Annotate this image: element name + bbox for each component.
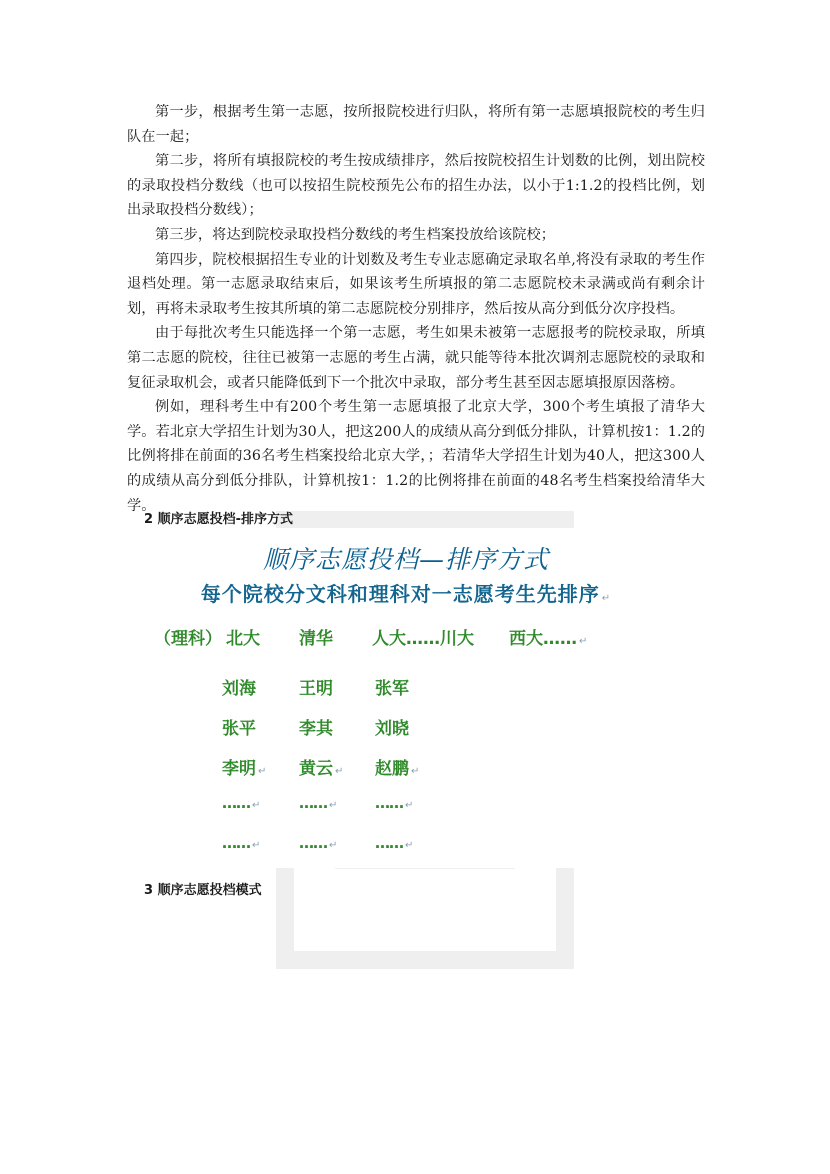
return-mark-icon: ↵ bbox=[405, 840, 413, 851]
university-southwest bbox=[509, 624, 587, 649]
list-item: 李其 bbox=[299, 719, 333, 739]
list-item: …… ↵ bbox=[299, 834, 337, 852]
list-item: 张军 bbox=[375, 679, 409, 699]
column-renmin bbox=[375, 674, 455, 874]
return-mark-icon: ↵ bbox=[329, 800, 337, 811]
return-mark-icon: ↵ bbox=[252, 840, 260, 851]
column-peking bbox=[222, 674, 302, 874]
university-peking: 北大 bbox=[226, 629, 260, 649]
list-item: …… ↵ bbox=[222, 834, 260, 852]
figure-subtitle-text: 每个院校分文科和理科对一志愿考生先排序 bbox=[200, 582, 600, 606]
list-item: 李明 ↵ bbox=[222, 759, 267, 779]
paragraph-step3: 第三步，将达到院校录取投档分数线的考生档案投放给该院校； bbox=[155, 226, 556, 243]
list-item: 刘海 bbox=[222, 679, 256, 699]
list-item: 张平 bbox=[222, 719, 256, 739]
return-mark-icon: ↵ bbox=[405, 800, 413, 811]
return-mark-icon: ↵ bbox=[601, 593, 612, 604]
sorting-figure bbox=[146, 528, 666, 868]
university-renmin-sichuan: 人大……川大 bbox=[372, 629, 474, 649]
paragraph-step1: 第一步，根据考生第一志愿，按所报院校进行归队，将所有第一志愿填报院校的考生归队在一起； bbox=[127, 104, 705, 145]
paragraph-step2: 第二步，将所有填报院校的考生按成绩排序，然后按院校招生计划数的比例，划出院校的录取投档分数线（也可以按招生院校预先公布的招生办法，以小于1:1.2的投档比例，划出录取投档分数线）； bbox=[127, 153, 705, 219]
list-item: …… ↵ bbox=[222, 794, 260, 812]
paragraph-explanation: 由于每批次考生只能选择一个第一志愿，考生如果未被第一志愿报考的院校录取，所填第二志愿的院校，往往已被第一志愿的考生占满，就只能等待本批次调剂志愿院校的录取和复征录取机会，或者只能降低到下一个批次中录取，部分考生甚至因志愿填报原因落榜。 bbox=[127, 325, 705, 391]
list-item: 王明 bbox=[299, 679, 333, 699]
return-mark-icon: ↵ bbox=[258, 766, 267, 777]
university-tsinghua: 清华 bbox=[299, 629, 333, 649]
return-mark-icon: ↵ bbox=[411, 766, 420, 777]
body-text bbox=[127, 100, 705, 518]
list-item: …… ↵ bbox=[299, 794, 337, 812]
list-item: …… ↵ bbox=[375, 834, 413, 852]
return-mark-icon: ↵ bbox=[329, 840, 337, 851]
list-item: 刘晓 bbox=[375, 719, 409, 739]
list-item: 黄云 ↵ bbox=[299, 759, 344, 779]
return-mark-icon: ↵ bbox=[335, 766, 344, 777]
section-heading-3: 3 顺序志愿投档模式 bbox=[144, 883, 262, 898]
paragraph-step4: 第四步，院校根据招生专业的计划数及考生专业志愿确定录取名单,将没有录取的考生作退档处理。第一志愿录取结束后，如果该考生所填报的第二志愿院校未录满或尚有剩余计划，再将未录取考生按其所填的第二志愿院校分别排序，然后按从高分到低分次序投档。 bbox=[127, 251, 705, 317]
list-item: …… ↵ bbox=[375, 794, 413, 812]
return-mark-icon: ↵ bbox=[252, 800, 260, 811]
column-tsinghua bbox=[299, 674, 379, 874]
figure-subtitle bbox=[146, 578, 666, 607]
return-mark-icon: ↵ bbox=[579, 636, 588, 647]
list-item: 赵鹏 ↵ bbox=[375, 759, 420, 779]
university-southwest-text: 西大…… bbox=[509, 629, 577, 649]
category-label: （理科） bbox=[154, 629, 222, 649]
section-heading-2: 2 顺序志愿投档-排序方式 bbox=[144, 512, 293, 527]
paragraph-example: 例如，理科考生中有200个考生第一志愿填报了北京大学，300个考生填报了清华大学。若北京大学招生计划为30人，把这200人的成绩从高分到低分排队，计算机按1：1.2的比例将排在前面的36名考生档案投给北京大学，；若清华大学招生计划为40人，把这300人的成绩从高分到低分排队，计算机按1：1.2的比例将排在前面的48名考生档案投给清华大学。 bbox=[127, 399, 705, 514]
figure-title: 顺序志愿投档—排序方式 bbox=[262, 545, 549, 574]
